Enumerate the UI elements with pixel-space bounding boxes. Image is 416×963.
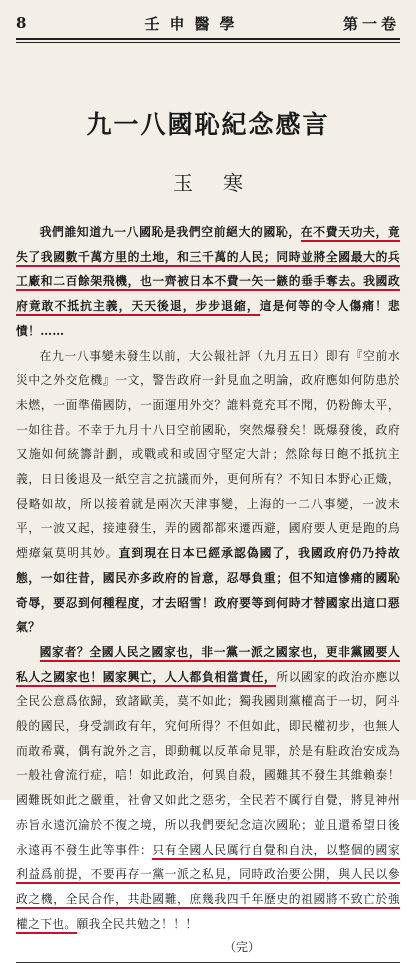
text-run: 所以國家的政治亦應以全民公意爲依歸，致諸歐美，莫不如此；獨我國則黨權高于一切，阿斗般的國民，身受訓政有年，究何所得？不但如此，即民權初步，也無人而敢希冀，偶有說外之言，即動輒以反革命見罪，於是有駐政治安成為一般社會流行症，唁！如此政治，何異自殺，國難其不發生其維賴泰！國難既如此之嚴重，社會又如此之惡劣，全民若不厲行自覺，將見神州赤旨永遠沉淪於不復之境，所以我們要紀念這次國恥；並且還希望日後永遠再不發生此等事件： bbox=[16, 669, 400, 857]
header-rule-thin bbox=[16, 42, 400, 43]
underlined-text: 只有全國人民厲行自覺和自決，以整個的國家利益爲前提，不要再存一黨一派之私見，同時政治要公開，與人民以參政之機，全民合作，共赴國難，庶幾我四千年歷史的祖國將不致亡於強權之下也。 bbox=[16, 843, 400, 934]
article-body bbox=[16, 220, 400, 936]
underlined-text: 在不費天功夫，竟失了我國數千萬方里的土地，和三千萬的人民；同時並將全國最大的兵工廠和二百餘架飛機，也一齊被日本不費一矢一鏃的垂手奪去。 bbox=[16, 225, 400, 291]
running-header bbox=[16, 8, 400, 38]
text-run: 願我全民共勉之！！！ bbox=[76, 916, 198, 931]
text-run: 這是何等的令人傷痛！悲憤！…… bbox=[16, 299, 400, 338]
header-rule bbox=[16, 38, 400, 40]
page-number: 8 bbox=[16, 14, 27, 32]
paragraph-3 bbox=[16, 640, 400, 936]
bold-text: 直到現在日本已經承認偽國了，我國政府仍乃持故態，一如往昔，國民亦多政府的旨意，忍辱負重；但不知這慘痛的國恥奇辱，要忍到何種程度，才去昭雪！政府要等到何時才替國家出這口惡氣？ bbox=[16, 546, 400, 635]
paragraph-2 bbox=[16, 344, 400, 640]
underlined-text: 國家者？全國人民之國家也，非一黨一派之國家也， bbox=[40, 645, 326, 662]
volume-label: 第一卷 bbox=[342, 14, 400, 33]
text-run: 在九一八事變未發生以前，大公報社評（九月五日）即有『空前水災中之外交危機』一文，警告政府一針見血之明論，政府應如何防患於未燃，一面準備國防，一面運用外交？誰料竟充耳不聞，仍粉飾太平，一如往昔。不幸于九月十八日空前國恥，突然爆發矣！既爆發後，政府又施如何統籌計劃，或戰或和或固守堅定大計；然除每日飽不抵抗主義，日日後退及一紙空言之抗議而外，更何所有？不知日本野心正熾，侵略如故，所以接着就是兩次天津事變，上海的一二八事變，一波未平，一波又起，接連發生，弄的國都都來遷西避，國府要人更是跑的烏煙瘴氣莫明其妙。 bbox=[16, 348, 400, 561]
article-title: 九一八國恥紀念感言 bbox=[86, 110, 330, 139]
paragraph-1 bbox=[16, 220, 400, 344]
underlined-text: 我國政府竟敢不抵抗主義，天天後退，步步退縮， bbox=[16, 274, 400, 316]
text-run: 我們誰知道九一八國恥是我們空前絕大的國恥， bbox=[39, 225, 301, 239]
publication-name: 壬申醫學 bbox=[144, 14, 245, 33]
article-footer bbox=[16, 936, 400, 958]
end-mark: （完） bbox=[223, 940, 260, 955]
underlined-text: 更非黨國要人私人之國家也！國家興亡，人人都負相當責任， bbox=[16, 645, 400, 687]
article-author: 玉寒 bbox=[173, 171, 273, 195]
